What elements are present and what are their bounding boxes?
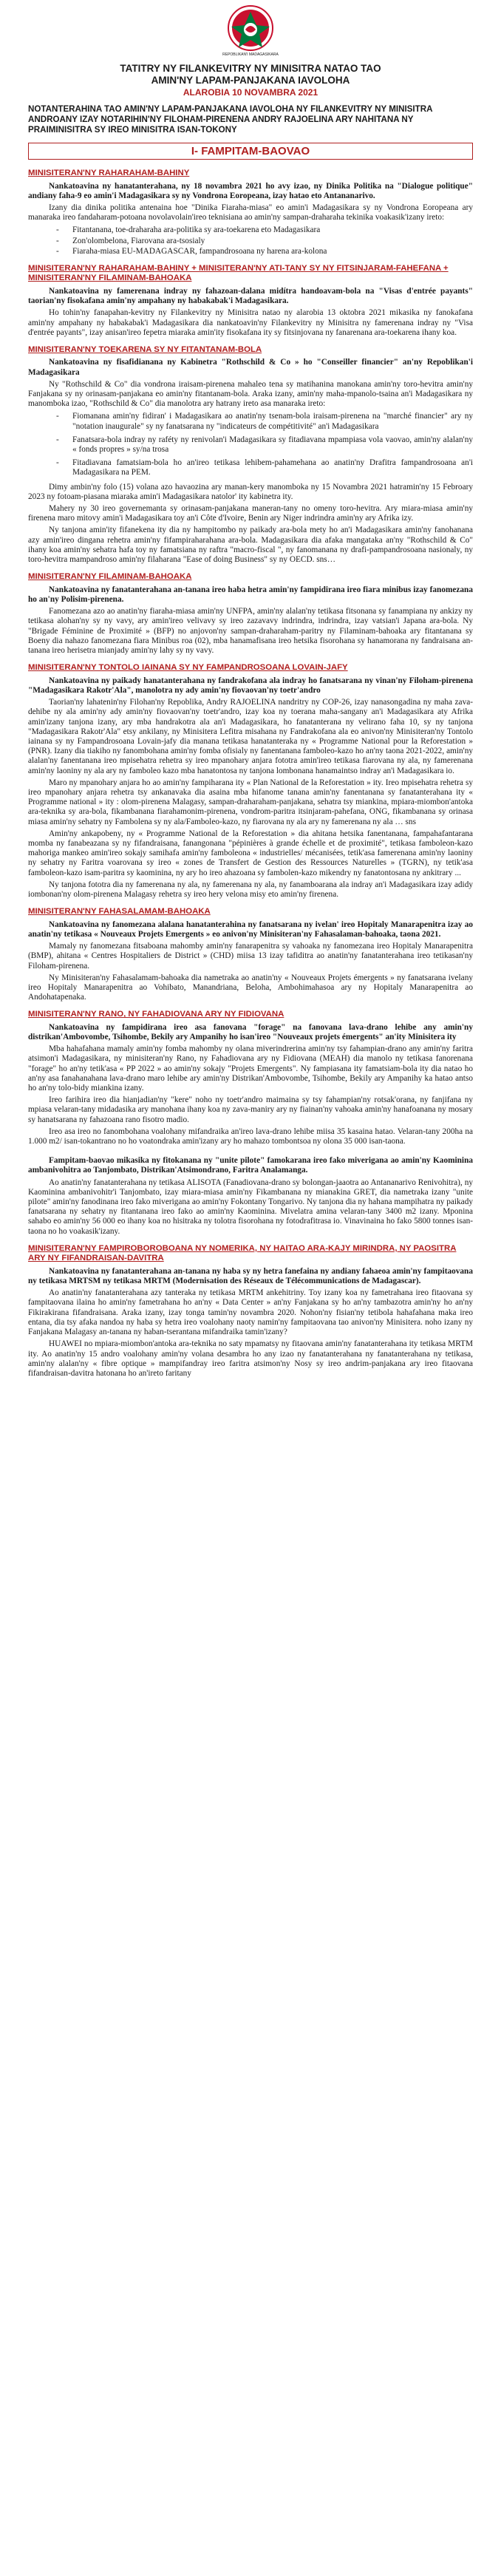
- decision-statement: Nankatoavina ny paikady hanatanterahana ny fandrakofana ala indray ho fanatsarana ny vinan'ny Filoham-pirenena "Madagasikara Rakotr'Ala", manolotra ny ady amin'ny fiovaovan'ny toetr'andro: [28, 676, 473, 695]
- body-paragraph: Mamaly ny fanomezana fitsaboana mahomby amin'ny fanarapenitra sy vahoaka ny fanomezana ireo Hopitaly Manarapenitra (BMP), ahitana « Centres Hospitaliers de District » (CHD) miisa 13 izay tafiditra ao anatin'ny fanatanterahana ireo tetikasan'ny Filoham-pirenena.: [28, 942, 473, 971]
- decision-statement: Nankatoavina ny hanatanterahana, ny 18 novambra 2021 ho avy izao, ny Dinika Politika na "Dialogue politique" andiany faha-9 eo amin'i Madagasikara sy ny Vondrona Eoropeana, izay hatao eto Antananarivo.: [28, 181, 473, 200]
- ministry-heading: MINISITERAN'NY RANO, NY FAHADIOVANA ARY NY FIDIOVANA: [28, 1010, 284, 1019]
- ministry-heading: MINISITERAN'NY FAHASALAMAM-BAHOAKA: [28, 907, 211, 917]
- body-paragraph: Izany dia dinika politika antenaina hoe "Dinika Fiaraha-miasa" eo amin'i Madagasikara sy ny Vondrona Eoropeana ary manaraka ireo fandaharam-potoana novolavolain'ireo teknisiana ao amin'ny sampan-draharaha tekinika voakasik'izany ireto:: [28, 203, 473, 222]
- section-banner: I- FAMPITAM-BAOVAO: [28, 143, 473, 160]
- seal-caption: REPOBLIKAN'I MADAGASIKARA: [222, 52, 279, 57]
- decision-statement: Nankatoavina ny fanatanterahana an-tanana ireo haba hetra amin'ny fampidirana ireo fiara minibus izay fanomezana ho an'ny Polisim-pirenena.: [28, 585, 473, 604]
- list-item: - Fiomanana amin'ny fidiran' i Madagasikara ao anatin'ny tsenam-bola iraisam-pirenena na "marché financier" ary ny "notation inaugurale" sy ny fanatsarana ny "indicateurs de compétitivité" an'i Madagasikara: [72, 412, 473, 431]
- ministry-heading: MINISITERAN'NY TONTOLO IAINANA SY NY FAMPANDROSOANA LOVAIN-JAFY: [28, 663, 348, 673]
- ministry-heading: MINISITERAN'NY FILAMINAM-BAHOAKA: [28, 572, 192, 582]
- list-item: - Fitantanana, toe-draharaha ara-politika sy ara-toekarena eto Madagasikara: [72, 225, 473, 235]
- ministry-heading: MINISITERAN'NY RAHARAHAM-BAHINY: [28, 169, 190, 177]
- national-seal-icon: [227, 4, 274, 52]
- bullet-list: [28, 225, 473, 256]
- ministry-heading: MINISITERAN'NY FAMPIROBOROBOANA NY NOMERIKA, NY HAITAO ARA-KAJY MIRINDRA, NY PAOSITRA ARY NY FIFANDRAISAN-DAVITRA: [28, 1243, 457, 1263]
- decision-statement: Nankatoavina ny famerenana indray ny fahazoan-dalana midítra handoavam-bola na "Visas d'entrée payants" taorian'ny fisokafana amin'ny ampahany ny habakabak'i Madagasikara.: [28, 286, 473, 306]
- body-paragraph: Ao anatin'ny fanatanterahana ny tetikasa ALISOTA (Fanadiovana-drano sy bolongan-jaaotra ao Antananarivo Renivohitra), ny Kaominina ambanivohitr'i Tanjombato, izay miara-miasa amin'ny Fikambanana ny mianakina GRET, dia nametraka izany "unite pilote" amin'ny fanodinana ireo fako miverigana ao amin'ny Fokontany Tongarivo. Ny tanjona dia ny hahana mampihatra ny paikady fanatsarana ny sehatry ny fitantanana ireo fako ao amin'ny Kaominina. Mivelatra amina velaran-tany 3400 m2 izany. Mponina sahabo eo amin'ny 56 000 eo ihany koa no hisitraka ny tolotra fisorohana ny fotodrafitrasa io. Vinavinaina ho fako 5800 tonnes isan-taona no ho voakasik'izany.: [28, 1177, 473, 1236]
- body-paragraph: Ny Minisiteran'ny Fahasalamam-bahoaka dia nametraka ao anatin'ny « Nouveaux Projets émergents » ny fanatsarana ivelany ireo Hopitaly Manarapenitra ao Vohibato, Manandriana, Beloha, Ambohimahasoa ary ny Hopitaly Manarapenitra ao Andohatapenaka.: [28, 973, 473, 1002]
- list-item: - Fitadiavana famatsiam-bola ho an'ireo tetikasa lehibem-pahamehana ao anatin'ny Drafitra fampandrosoana an'i Madagasikara na PEM.: [72, 458, 473, 478]
- ministry-heading: MINISITERAN'NY TOEKARENA SY NY FITANTANAM-BOLA: [28, 344, 262, 354]
- body-paragraph: Ho tohin'ny fanapahan-kevitry ny Filankevitry ny Minisitra natao ny alarobia 13 oktobra 2021 mikasika ny fanokafana amin'ny ampahany ny habakabak'i Madagasikara dia nankatoavin'ny Filankevitry ny Minisitra ny famerenana indray ny "Visa d'entrée payants", izay anisan'ireo fepetra miaraka amin'ity fisokafana ity sy fitsinjovana ny fanarenana ara-toekarena ihany koa.: [28, 308, 473, 337]
- intro-statement: NOTANTERAHINA TAO AMIN'NY LAPAM-PANJAKANA IAVOLOHA NY FILANKEVITRY NY MINISITRA ANDROANY IZAY NOTARIHIN'NY FILOHAM-PIRENENA ANDRY RAJOELINA ARY NAHITANA NY PRAIMINISITRA SY IREO MINISITRA ISAN-TOKONY: [28, 104, 433, 135]
- list-item: - Fiaraha-miasa EU-MADAGASCAR, fampandrosoana ny harena ara-kolona: [72, 247, 473, 256]
- list-item: - Fanatsara-bola indray ny raféty ny renivolan'i Madagasikara sy fitadiavana mpampiasa vola vaovao, amin'ny alalan'ny « fonds propres » sy/na trosa: [72, 435, 473, 455]
- body-paragraph: Ny "Rothschild & Co" dia vondrona iraisam-pirenena mahaleo tena sy matihanina manokana amin'ny toro-hevitra amin'ny Fanjakana sy ny orinasam-panjakana eo amin'ny fitantanam-bola. Araka izany, amin'ny maha-mpanolo-tsaina an'i Madagasikara ny manomboka izao, "Rothschild & Co" dia manolotra ary hatrany ireto asa manaraka ireto:: [28, 379, 473, 409]
- body-paragraph: Ny tanjona fototra dia ny famerenana ny ala, ny famerenana ny ala, ny fanamboarana ala indray an'i Madagasikara izay adidy iombonan'ny olom-pirenena Malagasy rehetra sy ireo hery velona misy eto amin'ny firenena.: [28, 880, 473, 899]
- decision-statement: Nankatoavina ny fisafidianana ny Kabinetra "Rothschild & Co » ho "Conseiller financier" an'ny Repoblikan'i Madagasikara: [28, 358, 473, 377]
- decision-statement: Nankatoavina ny fanatanterahana an-tanana ny haba sy ny hetra fanefaina ny andiany fahaeoa amin'ny fampitaovana ny tetikasa MRTSM ny tetikasa MRTM (Modernisation des Réseaux de Télécommunications de Madagascar).: [28, 1266, 473, 1286]
- body-paragraph: Mahery ny 30 ireo governemanta sy orinasam-panjakana maneran-tany no omeny toro-hevitra. Ary miara-miasa amin'ny firenena maro mitovy amin'i Madagasikara toy an'i Côte d'Ivoire, Benin ary Niger indrindra amin'ny ary Afrika izy.: [28, 504, 473, 523]
- ministry-heading: MINISITERAN'NY RAHARAHAM-BAHINY + MINISITERAN'NY ATI-TANY SY NY FITSINJARAM-FAHEFANA + MINISITERAN'NY FILAMINAM-BAHOAKA: [28, 263, 449, 283]
- document-date: ALAROBIA 10 NOVAMBRA 2021: [183, 87, 318, 98]
- document-title: [28, 63, 473, 86]
- body-paragraph: HUAWEI no mpiara-miombon'antoka ara-teknika no saty mpamatsy ny fitaovana amin'ny fanatanterahana ity tetikasa MRTM ity. Ao anatin'ny 15 andro voalohany amin'ny volana desambra ho any izao ny fanatanterahana ny fanatanterahana ny tetikasa, amin'ny alalan'ny « fibre optique » mampifandray ireo faritra atsimon'ny Nosy sy ireo andrim-panjakana ary ireo fitaovana fifandraisan-davitra hatonana ho an'ireto faritany: [28, 1339, 473, 1378]
- list-item: - Zon'olombelona, Fiarovana ara-tsosialy: [72, 237, 473, 246]
- body-paragraph: Ny tanjona amin'ity fifanekena ity dia ny hampitombo ny paikady ara-bola mety ho an'i Madagasikara amin'ny fanohanana azy amin'ireo dingana rehetra amin'ny fifampiraharahana ara-bola. Madagasikara dia afaka mangataka an'ny "Rothschild & Co" ihany koa amin'ny sehatra hafa toy ny famatsiana ny raftra "macro-fiscal ", ny fanomanana ny drafi-pampandrosoana nasionaly, ny toro-hevitra mampandroso amin'ny filaharana "Ease of doing Business" sy ny OECD. sns…: [28, 526, 473, 565]
- decision-statement: Fampitam-baovao mikasika ny fitokanana ny "unite pilote" famokarana ireo fako miverigana ao amin'ny Kaominina ambanivohitra ao Tanjombato, Distrikan'Atsimondrano, Faritra Analamanga.: [28, 1156, 473, 1175]
- body-paragraph: Taorian'ny lahatenin'ny Filohan'ny Repoblika, Andry RAJOELINA nandritry ny COP-26, izay nanasongadina ny maha zava-dehibe ny ala amin'ny ady amin'ny fiovaovan'ny toetr'andro, izay koa ny toerana maha-sangany an'i Madagasikara aty Afrika amin'izany tanjona izany, ary mba handrakotra ala an'i Madagasikara, ho fanatanterana ny velirano faha 10, sy ny tanjona "Madagasikara Rakotr'Ala" etsy ankilany, ny Minisitera Lefitra misahana ny Fandrakofana ala eo anivon'ny Minisiteran'ny Tontolo iainana sy ny Fampandrosoana Lovain-jafy dia manana tetikasa hanatanteraka ny « Programme National pour la Reforestation » (PNR). Izany dia tiakiho ny fanombohana amin'ny fomba ofisialy ny fanentanana famboleo-kazo ho an'ny taona 2021-2022, amin'ny alalan'ny fanentanana ireo mpisehatra rehetra sy ireo mpanohary anjara fototra amin'ireo tetikasa fiarovana ny ala, ny famerenana amin'ny laoniny ny ala ary ny famboleo kazo mba hanatontosa ny tanjona lombonana hanamaintso indray an'i Madagasikara io.: [28, 698, 473, 775]
- body-paragraph: Ao anatin'ny fanatanterahana azy tanteraka ny tetikasa MRTM ankehitriny. Toy izany koa ny fametrahana ireo fitaovana sy fampitaovana ilaina ho amin'ny fametrahana ho an'ny « Data Center » an'ny Fanjakana sy ho an'ny tambazotra amin'ny ho an'ny Fikirakirana fifandraisana. Araka izany, izay tonga tamin'ny novambra 2020. Nohon'ny fisian'ny tetibola hahafahana maka ireo entana, dia tsy afaka nandoa ny haba sy hetra ireo voalohany naoty namin'ny fampitaovana tao anivon'ny Minisitera. noho izany ny Fanjakana Malagasy an-tanana ny haban-tserantana mifandraika tamin'izany?: [28, 1288, 473, 1337]
- body-paragraph: Ireo farihira ireo dia hianjadian'ny "kere" noho ny toetr'andro maimaina sy tsy fahampian'ny rotsak'orana, ny fanjifana ny mpiasa velaran-tany midadasika ary manohana ihany koa ny zava-maniry ary ny fiainan'ny vahoaka amin'ny hanafoanana ny mosary sy hanatsarana ny fahazoana rano fisotro madio.: [28, 1095, 473, 1124]
- title-line-2: AMIN'NY LAPAM-PANJAKANA IAVOLOHA: [151, 75, 350, 86]
- body-paragraph: Maro ny mpanohary anjara ho ao amin'ny fampiharana ity « Plan National de la Reforestation » ity. Ireo mpisehatra rehetra sy ireo mpanohary anjara rehetra tsy ankanavaka dia asaina mba hifanome tanana amin'ny fanentanana sy fanatanterahana ity « Programme national » ity : olom-pirenena Malagasy, sampan-draharaham-panjakana, sehatra tsy miankina, mpiara-miombon'antoka ara-teknika sy ara-bola, fikambanana fiarahamonim-pirenena, vondrom-paritra itsinjaram-pahefana, ONG, fikambanana sy orinasa miasa amin'ny sehatry ny Fambolena sy ny ala/Famboleo-kazo, ny fiarovana ny ala ary ny famerenana ny ala … sns: [28, 778, 473, 826]
- body-paragraph: Ireo asa ireo no fanombohana voalohany mifandraika an'ireo lava-drano lehibe miisa 35 kasaina hatao. Velaran-tany 200ha na 1.000 m2/ isan-tokantrano no ho voatondraka amin'izany ary ho mahazo tombontsoa ny olona 35 000 isan-taona.: [28, 1126, 473, 1146]
- sections-container: [28, 169, 473, 1379]
- decision-statement: Nankatoavina ny fanomezana alalana hanatanterahina ny fanatsarana ny ivelan' ireo Hopitaly Manarapenitra izay ao anatin'ny tetikasa « Nouveaux Projets Emergents » eo anivon'ny Minisiteran'ny Fahasalaman-bahoaka, taona 2021.: [28, 920, 473, 939]
- title-line-1: TATITRY NY FILANKEVITRY NY MINISITRA NATAO TAO: [120, 63, 381, 74]
- decision-statement: Nankatoavina ny fampidirana ireo asa fanovana "forage" na fanovana lava-drano lehibe any amin'ny distrikan'Ambovombe, Tsihombe, Bekily ary Ampanihy ho isan'ireo "Nouveaux projets émergents" an'ity Minisitera ity: [28, 1022, 473, 1042]
- bullet-list: [28, 412, 473, 478]
- body-paragraph: Dimy ambin'ny folo (15) volana azo havaozina ary manan-kery manomboka ny 15 Novambra 2021 hatramin'ny 15 Febroary 2023 ny fotoam-piasana miaraka amin'i Madagasikara natolor' ity kabinetra ity.: [28, 482, 473, 501]
- body-paragraph: Amin'ny ankapobeny, ny « Programme National de la Reforestation » dia ahitana hetsika fanentanana, fampahafantarana momba ny fanabeazana sy ny fifandraisana, fanangonana "pépinières à grande échelle et de proximité", tetikasa famboleon-kazo mahoriga mankeo amin'ireo sokajy samihafa amin'ny famboleona « industrielles/ mécanisées, tetik'asa famerenana amin'ny laoniny ny sehatry ny Faritra voarovana sy ireo « zones de Transfert de Gestion des Ressources Naturelles » (TGRN), ny tetik'asa famboleon-kazo isam-paritra sy kaominina, ny ary ho ireo ahazoana sy fambolen-kazo mikendry ny fanatontosana ny ankitrary ...: [28, 829, 473, 877]
- body-paragraph: Fanomezana azo ao anatin'ny fiaraha-miasa amin'ny UNFPA, amin'ny alalan'ny tetikasa fitsonana sy fanampiana ny ankizy ny tetikasa alohan'ny sy ny vavy, ary amin'ireo velivavy sy ireo zazavavy indrindra, indrindra, izay vatsian'i Japana ara-bola. Ny "Brigade Féminine de Proximité » (BFP) no anjovon'ny sampan-draharaham-paritry ny Filaminam-bahoaka ary fitantanana sy Boeny dia nahazo fanomezana fiara Minibus roa (02), mba hanamafisana ireo hetsika fisorohana sy hanamorana ny fandraisana an-tanana ireo herisetra mianjady amin'ny lahy sy ny vavy.: [28, 607, 473, 656]
- body-paragraph: Mba hahafahana mamaly amin'ny fomba mahomby ny olana miverindrerina amin'ny tsy fahampian-drano any amin'ny faritra atsimon'i Madagasikara, ny minisiteran'ny Rano, ny Fahadiovana ary ny Fidiovana (MEAH) dia manolo ny tetikasa fanorenana "forage" ho an'ny tetik'asa « PP 2022 » ao amin'ny sokajy "Projets Emergents". Ny fampiasana ity famatsiam-bola ity dia natao ho an'ny asa fanahanahana lava-drano maro lehibe ary amin'ny Distrikan'Ambovombe, Tsihombe, Bekily ary Ampanihy ka hatao antso ho an'ny tolo-bidy miankina izany.: [28, 1044, 473, 1093]
